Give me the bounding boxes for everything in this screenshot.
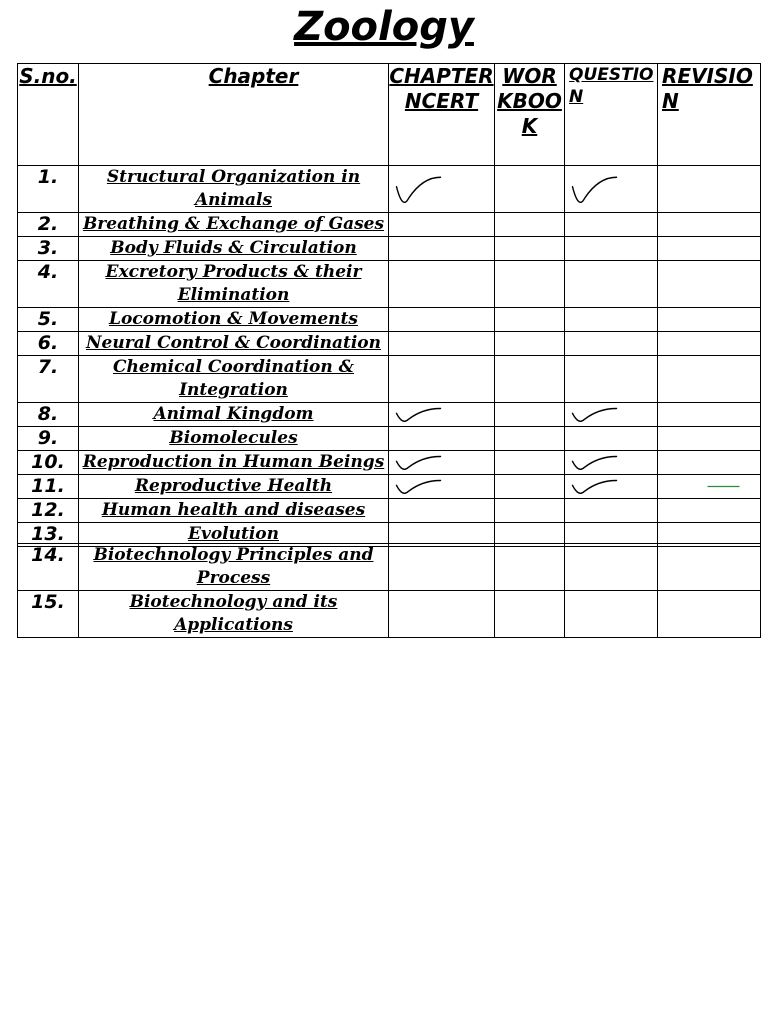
page-title: Zoology <box>294 4 474 50</box>
revision-cell <box>658 332 761 356</box>
ncert-cell <box>389 451 495 475</box>
revision-cell <box>658 213 761 237</box>
chapter-cell: Reproduction in Human Beings <box>79 451 389 475</box>
question-cell <box>565 332 658 356</box>
chapter-cell: Body Fluids & Circulation <box>79 237 389 261</box>
table-body <box>18 166 761 547</box>
question-cell <box>565 591 658 638</box>
sno-cell: 9. <box>18 427 79 451</box>
question-cell <box>565 356 658 403</box>
revision-cell <box>658 308 761 332</box>
revision-cell <box>658 451 761 475</box>
table-row <box>18 237 761 261</box>
revision-cell <box>658 475 761 499</box>
ncert-cell <box>389 237 495 261</box>
workbook-cell <box>495 166 565 213</box>
question-cell <box>565 451 658 475</box>
revision-cell <box>658 544 761 591</box>
chapter-cell: Biotechnology and its Applications <box>79 591 389 638</box>
chapter-cell: Evolution <box>79 523 389 547</box>
ncert-cell <box>389 261 495 308</box>
revision-cell <box>658 356 761 403</box>
question-cell <box>565 261 658 308</box>
chapter-cell: Animal Kingdom <box>79 403 389 427</box>
revision-cell <box>658 261 761 308</box>
sno-cell: 1. <box>18 166 79 213</box>
table-row <box>18 213 761 237</box>
sno-cell: 3. <box>18 237 79 261</box>
question-cell <box>565 475 658 499</box>
question-cell <box>565 544 658 591</box>
header-chapter: Chapter <box>79 64 389 166</box>
question-cell <box>565 403 658 427</box>
chapter-cell: Chemical Coordination & Integration <box>79 356 389 403</box>
workbook-cell <box>495 332 565 356</box>
workbook-cell <box>495 475 565 499</box>
ncert-cell <box>389 356 495 403</box>
revision-cell <box>658 237 761 261</box>
header-row <box>18 64 761 166</box>
question-cell <box>565 213 658 237</box>
workbook-cell <box>495 237 565 261</box>
question-cell <box>565 237 658 261</box>
chapter-cell: Biomolecules <box>79 427 389 451</box>
header-sno: S.no. <box>18 64 79 166</box>
chapter-cell: Reproductive Health <box>79 475 389 499</box>
table-row <box>18 544 761 591</box>
workbook-cell <box>495 308 565 332</box>
sno-cell: 10. <box>18 451 79 475</box>
chapter-cell: Breathing & Exchange of Gases <box>79 213 389 237</box>
table-row <box>18 308 761 332</box>
workbook-cell <box>495 499 565 523</box>
chapter-cell: Locomotion & Movements <box>79 308 389 332</box>
table-row <box>18 475 761 499</box>
table-row <box>18 499 761 523</box>
sno-cell: 4. <box>18 261 79 308</box>
extra-table-body <box>18 544 761 638</box>
revision-cell <box>658 499 761 523</box>
question-cell <box>565 308 658 332</box>
chapter-cell: Excretory Products & their Elimination <box>79 261 389 308</box>
table-row <box>18 356 761 403</box>
revision-cell <box>658 166 761 213</box>
revision-cell <box>658 403 761 427</box>
workbook-cell <box>495 356 565 403</box>
extra-chapter-table <box>17 543 761 638</box>
table-row <box>18 427 761 451</box>
chapter-cell: Biotechnology Principles and Process <box>79 544 389 591</box>
chapter-cell: Neural Control & Coordination <box>79 332 389 356</box>
chapter-cell: Human health and diseases <box>79 499 389 523</box>
table-row <box>18 332 761 356</box>
chapter-table <box>17 63 761 547</box>
chapter-cell: Structural Organization in Animals <box>79 166 389 213</box>
ncert-cell <box>389 499 495 523</box>
workbook-cell <box>495 451 565 475</box>
ncert-cell <box>389 427 495 451</box>
ncert-cell <box>389 475 495 499</box>
header-question: QUESTION <box>565 64 658 166</box>
ncert-cell <box>389 308 495 332</box>
header-workbook: WORKBOOK <box>495 64 565 166</box>
sno-cell: 15. <box>18 591 79 638</box>
header-chapter-ncert: CHAPTER NCERT <box>389 64 495 166</box>
table-row <box>18 451 761 475</box>
revision-cell <box>658 427 761 451</box>
workbook-cell <box>495 213 565 237</box>
table-row <box>18 261 761 308</box>
sno-cell: 5. <box>18 308 79 332</box>
workbook-cell <box>495 427 565 451</box>
sno-cell: 2. <box>18 213 79 237</box>
header-revision: REVISION <box>658 64 761 166</box>
table-row <box>18 403 761 427</box>
sno-cell: 12. <box>18 499 79 523</box>
revision-cell <box>658 591 761 638</box>
ncert-cell <box>389 591 495 638</box>
ncert-cell <box>389 332 495 356</box>
question-cell <box>565 499 658 523</box>
ncert-cell <box>389 213 495 237</box>
workbook-cell <box>495 403 565 427</box>
sno-cell: 6. <box>18 332 79 356</box>
sno-cell: 7. <box>18 356 79 403</box>
table-row <box>18 591 761 638</box>
sno-cell: 11. <box>18 475 79 499</box>
workbook-cell <box>495 261 565 308</box>
question-cell <box>565 427 658 451</box>
ncert-cell <box>389 166 495 213</box>
sno-cell: 13. <box>18 523 79 547</box>
sno-cell: 14. <box>18 544 79 591</box>
workbook-cell <box>495 544 565 591</box>
table-row <box>18 166 761 213</box>
ncert-cell <box>389 403 495 427</box>
sno-cell: 8. <box>18 403 79 427</box>
question-cell <box>565 166 658 213</box>
workbook-cell <box>495 591 565 638</box>
ncert-cell <box>389 544 495 591</box>
